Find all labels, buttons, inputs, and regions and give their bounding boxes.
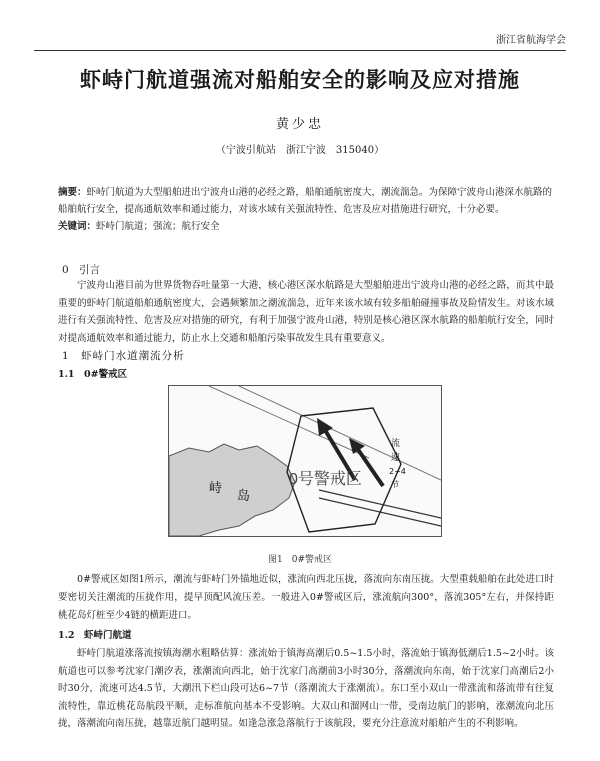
article-title: 虾峙门航道强流对船舶安全的影响及应对措施 <box>80 67 520 92</box>
current-speed: 2~4 <box>389 467 406 476</box>
abstract-text: 虾峙门航道为大型船舶进出宁波舟山港的必经之路，船舶通航密度大，潮流湍急。为保障宁波舟山港深水航路的船舶航行安全，提高通航效率和通过能力，对该水域有关强流特性、危害及应对措施进行研究，十分必要。 <box>58 187 553 215</box>
abstract-label: 摘要 <box>58 187 78 198</box>
map-svg <box>169 386 441 536</box>
current-label: 流 <box>391 439 401 449</box>
section-1-heading: 1 虾峙门水道潮流分析 <box>62 350 185 362</box>
journal-header: 浙江省航海学会 <box>496 35 566 46</box>
zone-label: 0号警戒区 <box>289 471 362 488</box>
current-unit: 节 <box>391 480 399 489</box>
keywords-label: 关键词 <box>58 221 87 232</box>
section-0-text: 宁波舟山港目前为世界货物吞吐量第一大港，核心港区深水航路是大型船舶进出宁波舟山港的必经之路，而其中最重要的虾峙门航道船舶通航密度大，会遇频繁加之潮流湍急，近年来该水域有较多船舶碰撞事故及险情发生。对该水域进行有关强流特性、危害及应对措施的研究，有利于加强宁波舟山港，特别是核心港区深水航路的船舶航行安全，同时对提高通航效率和通过能力，防止水上交通和船舶污染事故发生具有重要意义。 <box>58 280 554 344</box>
figure-1-map <box>168 385 442 537</box>
abstract: 摘要：虾峙门航道为大型船舶进出宁波舟山港的必经之路，船舶通航密度大，潮流湍急。为保障宁波舟山港深水航路的船舶航行安全，提高通航效率和通过能力，对该水域有关强流特性、危害及应对措施进行研究，十分必要。 <box>58 187 553 215</box>
island-shape <box>169 444 295 536</box>
section-0-heading: 0 引言 <box>62 264 101 276</box>
section-1-1-heading: 1.1 0#警戒区 <box>58 369 128 380</box>
figure-1-caption: 图1 0#警戒区 <box>268 555 332 565</box>
keywords: 关键词：虾峙门航道；强流；航行安全 <box>58 221 220 232</box>
section-1-2-text: 虾峙门航道涨落流按镇海潮水粗略估算：涨流始于镇海高潮后0.5~1.5小时，落流始于镇海低潮后1.5~2小时。该航道也可以参考沈家门潮汐表，涨潮流向西北，始于沈家门高潮前3小时30分，落潮流向东南，始于沈家门高潮后2小时30分，流速可达4.5节，大潮汛下栏山段可达6~7节（落潮流大于涨潮流）。东口至小双山一带涨流和落流带有往复流特性，靠近桃花岛航段平顺，走标准航向基本不受影响。大双山和溜网山一带，受南边航门的影响，涨潮流向北压拢，落潮流向南压拢，越靠近航门越明显。如逢急涨急落航行于该航段，要充分注意流对船舶产生的不利影响。 <box>58 648 554 729</box>
article-author: 黄少忠 <box>275 117 324 132</box>
header-rule <box>34 50 566 51</box>
island-label-left: 峙 <box>209 481 223 496</box>
island-label: 岛 <box>237 489 251 504</box>
section-1-1-text: 0#警戒区如图1所示，潮流与虾峙门外锚地近似，涨流向西北压拢，落流向东南压拢。大型重载船舶在此处进口时要密切关注潮流的压拢作用，提早顶配风流压差。一般进入0#警戒区后，涨流航向300°，落流305°左右，并保持距桃花岛灯桩至少4链的横距进口。 <box>58 574 554 621</box>
section-1-2-heading: 1.2 虾峙门航道 <box>58 630 132 641</box>
article-affiliation: （宁波引航站 浙江宁波 315040） <box>215 145 385 156</box>
keywords-text: 虾峙门航道；强流；航行安全 <box>96 221 220 232</box>
current-label-2: 速 <box>391 453 401 463</box>
